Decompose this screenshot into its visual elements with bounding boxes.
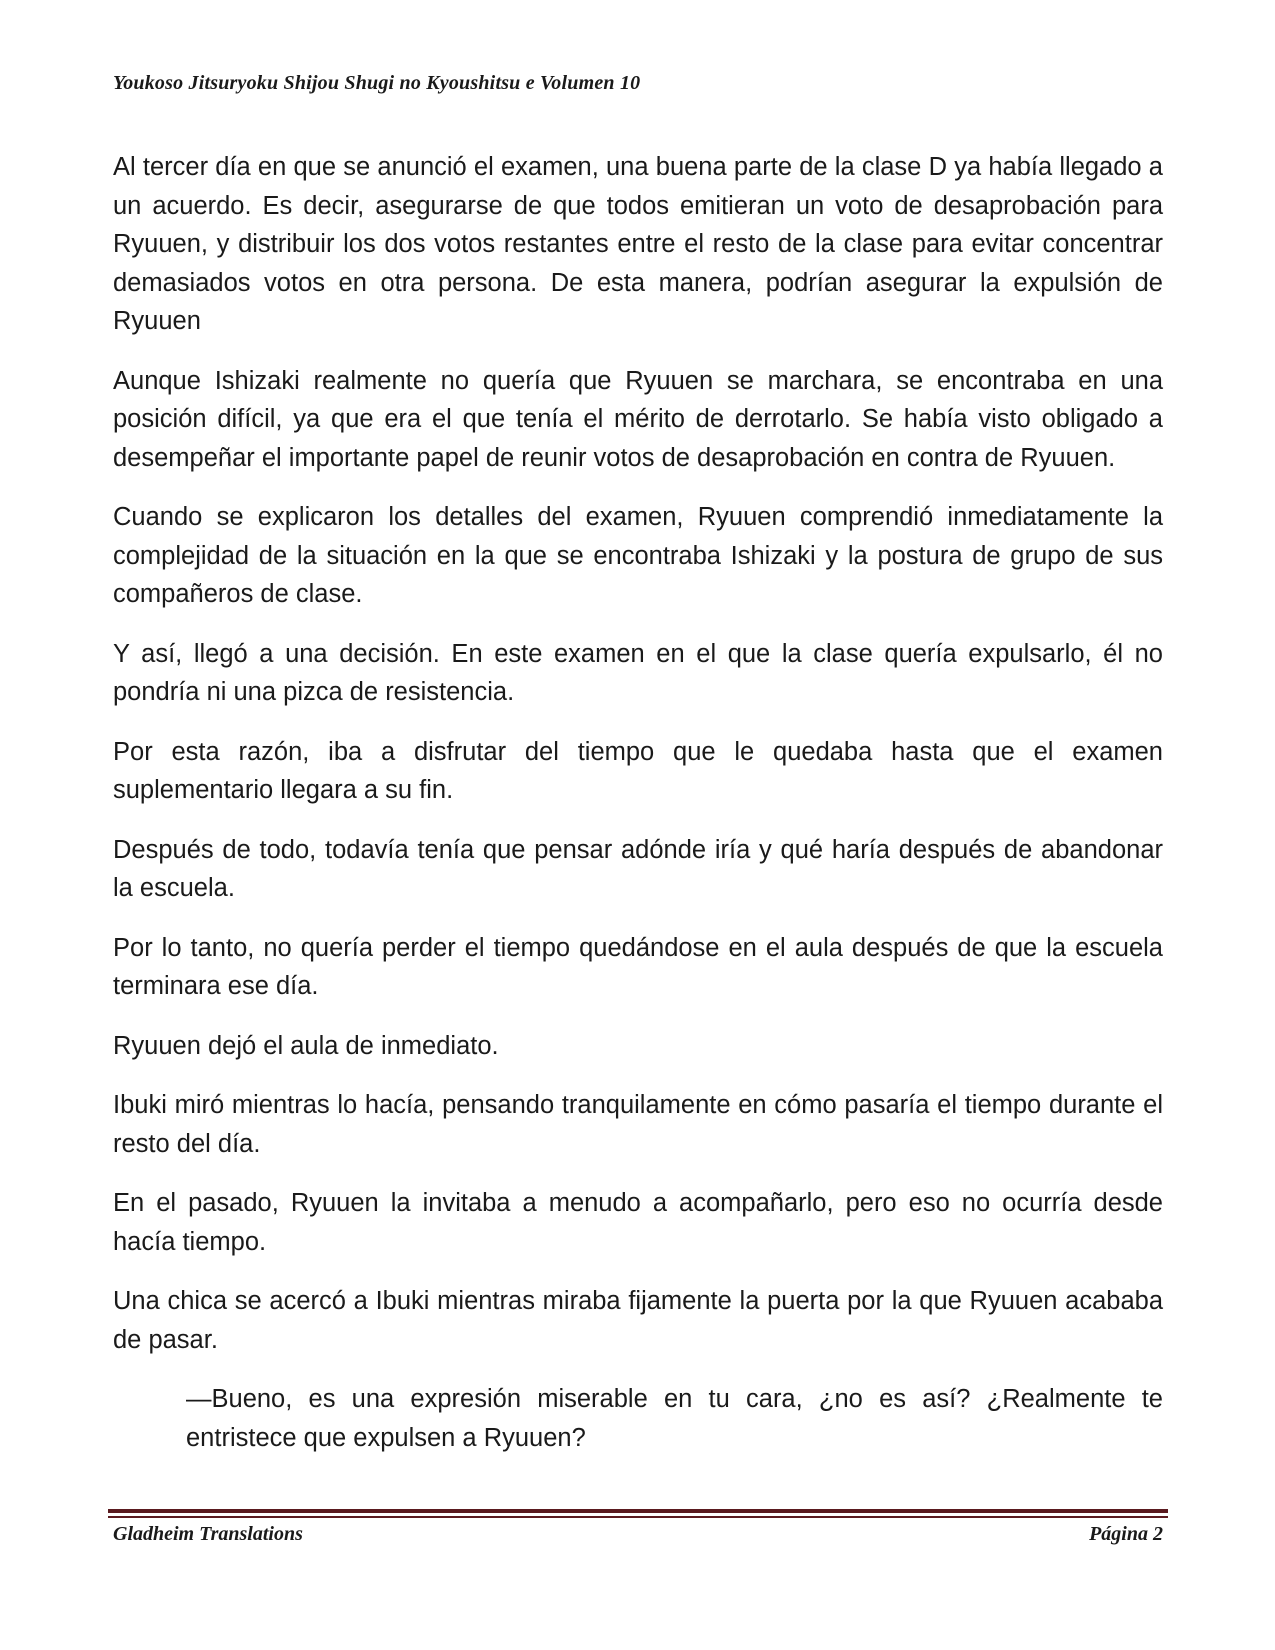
paragraph-10: En el pasado, Ryuuen la invitaba a menudo a acompañarlo, pero eso no ocurría desde hacía tiempo. bbox=[113, 1189, 1163, 1256]
paragraph-5: Por esta razón, iba a disfrutar del tiempo que le quedaba hasta que el examen suplementario llegara a su fin. bbox=[113, 737, 1163, 804]
paragraph-6: Después de todo, todavía tenía que pensar adónde iría y qué haría después de abandonar la escuela. bbox=[113, 835, 1163, 902]
paragraph-3: Cuando se explicaron los detalles del examen, Ryuuen comprendió inmediatamente la complejidad de la situación en la que se encontraba Ishizaki y la postura de grupo de sus compañeros de clase. bbox=[113, 503, 1163, 608]
paragraph-2: Aunque Ishizaki realmente no quería que Ryuuen se marchara, se encontraba en una posición difícil, ya que era el que tenía el mérito de derrotarlo. Se había visto obligado a desempeñar el importante papel de reunir votos de desaprobación en contra de Ryuuen. bbox=[113, 366, 1163, 472]
paragraph-9: Ibuki miró mientras lo hacía, pensando tranquilamente en cómo pasaría el tiempo durante el resto del día. bbox=[113, 1091, 1163, 1158]
dialogue-paragraph: —Bueno, es una expresión miserable en tu cara, ¿no es así? ¿Realmente te entristece que expulsen a Ryuuen? bbox=[186, 1385, 1163, 1452]
paragraph-8: Ryuuen dejó el aula de inmediato. bbox=[113, 1031, 499, 1060]
footer-credit: Gladheim Translations bbox=[113, 1523, 303, 1545]
footer-rule-thin bbox=[108, 1516, 1168, 1518]
paragraph-1: Al tercer día en que se anunció el examen, una buena parte de la clase D ya había llegado a un acuerdo. Es decir, asegurarse de que todos emitieran un voto de desaprobación para Ryuuen, y distribuir los dos votos restantes entre el resto de la clase para evitar concentrar demasiados votos en otra persona. De esta manera, podrían asegurar la expulsión de Ryuuen bbox=[113, 153, 1163, 335]
page-body bbox=[113, 148, 1163, 1478]
page-number: Página 2 bbox=[1089, 1523, 1163, 1545]
running-header: Youkoso Jitsuryoku Shijou Shugi no Kyoushitsu e Volumen 10 bbox=[113, 72, 641, 94]
paragraph-7: Por lo tanto, no quería perder el tiempo quedándose en el aula después de que la escuela terminara ese día. bbox=[113, 933, 1163, 1000]
footer-rule-thick bbox=[108, 1509, 1168, 1513]
paragraph-4: Y así, llegó a una decisión. En este examen en el que la clase quería expulsarlo, él no pondría ni una pizca de resistencia. bbox=[113, 639, 1163, 706]
paragraph-11: Una chica se acercó a Ibuki mientras miraba fijamente la puerta por la que Ryuuen acababa de pasar. bbox=[113, 1287, 1163, 1354]
